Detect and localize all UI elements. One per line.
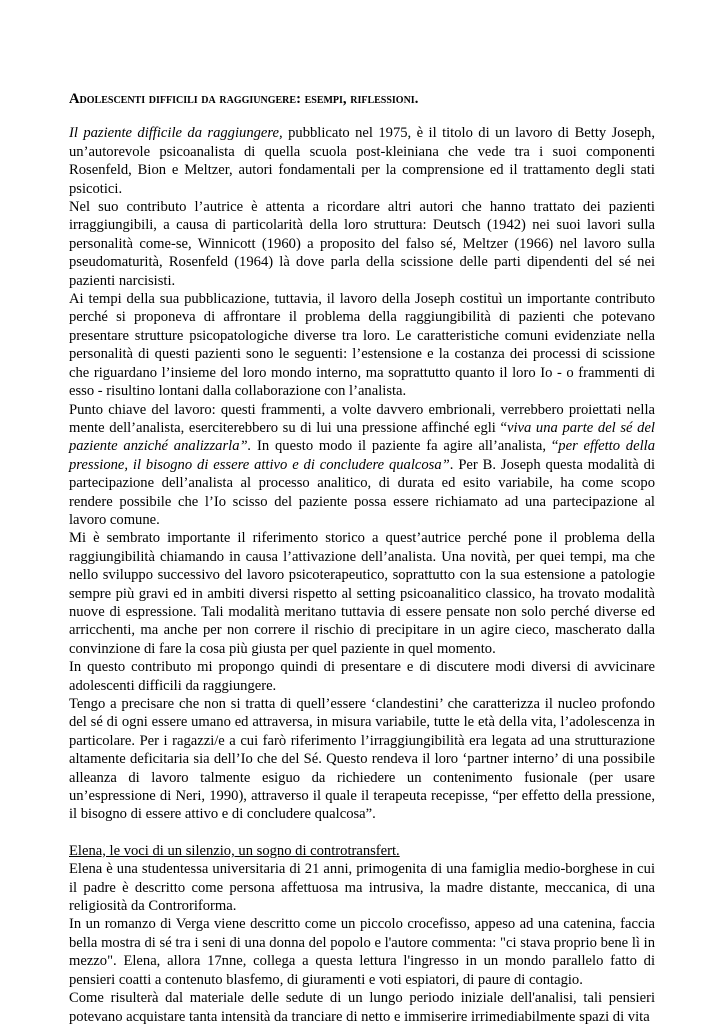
section-subheading: Elena, le voci di un silenzio, un sogno di controtransfert. (69, 842, 400, 859)
paragraph-1 (69, 124, 655, 198)
document-title: Adolescenti difficili da raggiungere: esempi, riflessioni. (69, 91, 419, 107)
paragraph-4 (69, 401, 655, 530)
paragraph-3: Ai tempi della sua pubblicazione, tuttavia, il lavoro della Joseph costituì un importante contributo perché si proponeva di affrontare il problema della raggiungibilità di pazienti che potevano presentare strutture psicopatologiche diverse tra loro. Le caratteristiche comuni evidenziate nella personalità di questi pazienti sono le seguenti: l’estensione e la costanza dei processi di scissione che riguardano l’insieme del loro mondo interno, ma soprattutto quanto il loro Io - o frammenti di esso - risultino lontani dalla collaborazione con l’analista. (69, 291, 655, 400)
paragraph-7: Tengo a precisare che non si tratta di quell’essere ‘clandestini’ che caratterizza il nucleo profondo del sé di ogni essere umano ed attraversa, in misura variabile, tutte le età della vita, l’adolescenza in particolare. Per i ragazzi/e a cui farò riferimento l’irraggiungibilità era legata ad una strutturazione altamente deficitaria sia dell’Io che del Sé. Questo rendeva il loro ‘partner interno’ di una possibile alleanza di lavoro talmente esiguo da richiedere un contenimento fusionale (per usare un’espressione di Neri, 1990), attraverso il quale il terapeuta recepisse, “per effetto della pressione, il bisogno di essere attivo e di concludere qualcosa”. (69, 696, 655, 823)
paragraph-1-italic: Il paziente difficile da raggiungere, (69, 125, 283, 142)
paragraph-10: Come risulterà dal materiale delle sedute di un lungo periodo iniziale dell'analisi, tali pensieri potevano acquistare tanta intensità da tranciare di netto e immiserire irrimediabilmente spazi di vita (69, 990, 655, 1025)
paragraph-8: Elena è una studentessa universitaria di 21 anni, primogenita di una famiglia medio-borghese in cui il padre è descritto come persona affettuosa ma intrusiva, la madre distante, meccanica, di una religiosità da Controriforma. (69, 861, 655, 915)
paragraph-4-e: . Per B. Joseph questa modalità di partecipazione dell’analista al processo analitico, di durata ed esito variabile, ha come scopo rendere possibile che l’Io scisso del paziente possa essere richiamato ad una partecipazione al lavoro comune. (69, 456, 655, 528)
paragraph-6: In questo contributo mi propongo quindi di presentare e di discutere modi diversi di avvicinare adolescenti difficili da raggiungere. (69, 659, 655, 694)
section-gap (69, 824, 655, 842)
paragraph-4-a: Punto chiave del lavoro: questi frammenti, a volte davvero embrionali, verrebbero proiettati nella mente dell’analista, eserciterebbero su di lui una pressione affinché egli “ (69, 401, 655, 436)
paragraph-1-text: pubblicato nel 1975, è il titolo di un lavoro di Betty Joseph, un’autorevole psicoanalista di quella scuola post-kleiniana che vede tra i suoi componenti Rosenfeld, Bion e Meltzer, autori fondamentali per la comprensione ed il trattamento degli stati psicotici. (69, 125, 655, 197)
paragraph-4-quote-1: viva una parte del sé del paziente anziché analizzarla”. (69, 419, 655, 455)
paragraph-4-c: In questo modo il paziente fa agire all’analista, “ (251, 438, 559, 455)
paragraph-2: Nel suo contributo l’autrice è attenta a ricordare altri autori che hanno trattato dei pazienti irraggiungibili, a causa di particolarità della loro struttura: Deutsch (1942) nei suoi lavori sulla personalità come-se, Winnicott (1960) a proposito del falso sé, Meltzer (1966) nel lavoro sulla pseudomaturità, Rosenfeld (1964) là dove parla della scissione delle parti dipendenti del sé nei pazienti narcisisti. (69, 199, 655, 289)
paragraph-4-quote-2: per effetto della pressione, il bisogno di essere attivo e di concludere qualcosa” (69, 438, 655, 473)
paragraph-5: Mi è sembrato importante il riferimento storico a quest’autrice perché pone il problema della raggiungibilità chiamando in causa l’attivazione dell’analista. Una novità, per quei tempi, ma che nello sviluppo successivo del lavoro psicoterapeutico, soprattutto con la sua estensione a patologie sempre più gravi ed in ambiti diversi rispetto al setting psicoanalitico classico, ha trovato modalità nuove di espressione. Tali modalità meritano tuttavia di essere pensate non solo perché diverse ed arricchenti, ma anche per non correre il rischio di precipitare in un agire cieco, mascherato dalla convinzione di fare la cosa più giusta per quel paziente in quel momento. (69, 530, 655, 657)
paragraph-9: In un romanzo di Verga viene descritto come un piccolo crocefisso, appeso ad una catenina, faccia bella mostra di sé tra i seni di una donna del popolo e l'autore commenta: "ci stava proprio bene lì in mezzo". Elena, allora 17nne, collega a questa lettura l'ingresso in un mondo parallelo fatto di pensieri coatti a contenuto blasfemo, di giuramenti e voti espiatori, di paure di contagio. (69, 916, 655, 988)
document-page (69, 90, 655, 1026)
